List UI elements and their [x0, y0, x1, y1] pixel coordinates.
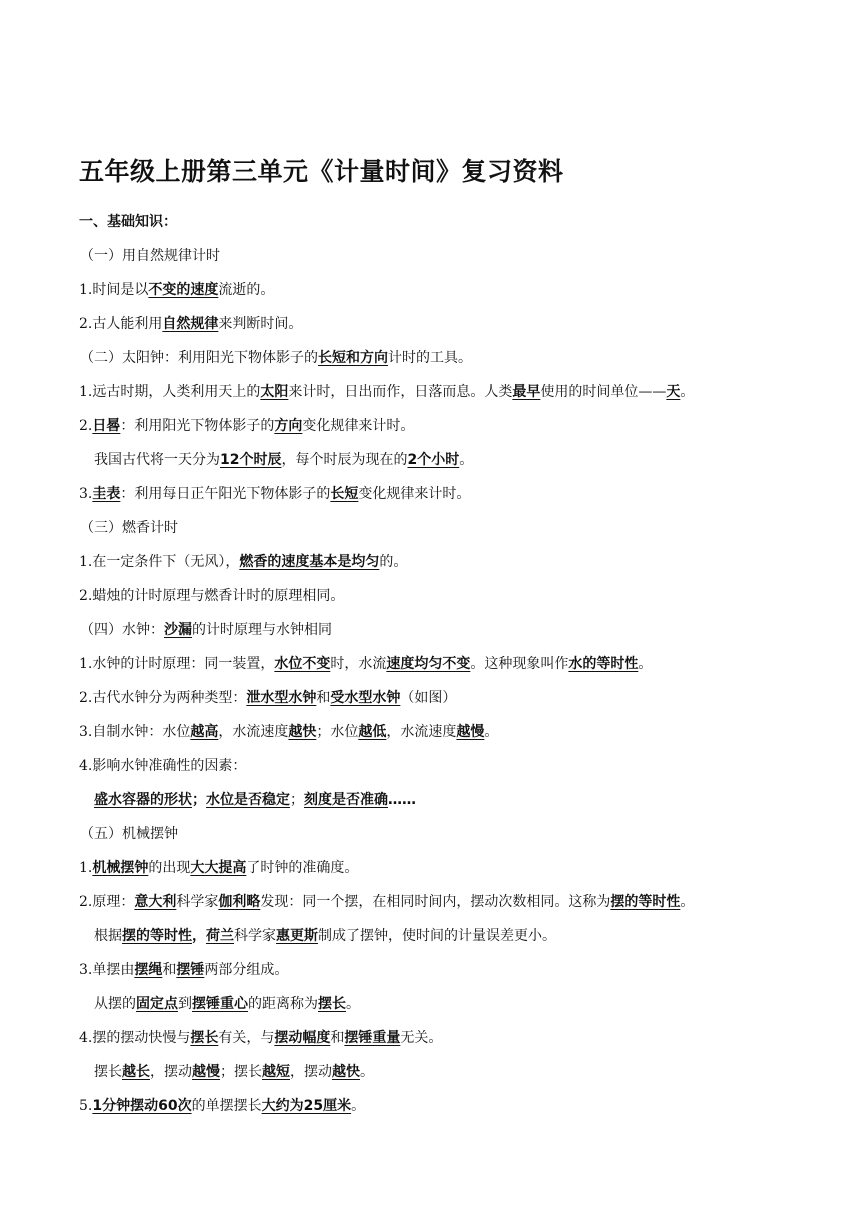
- key-term: 摆锤重量: [344, 1030, 401, 1046]
- key-term: 沙漏: [164, 622, 192, 638]
- key-term: 大约为25厘米: [261, 1098, 352, 1114]
- text-line: [79, 212, 177, 232]
- text-segment: 使用的时间单位——: [540, 384, 667, 400]
- text-line: [79, 416, 414, 436]
- text-segment: 1.时间是以: [79, 282, 149, 298]
- text-line: [79, 1028, 442, 1048]
- text-segment: 3.: [79, 486, 93, 502]
- text-segment: 变化规律来计时。: [358, 486, 471, 502]
- text-line: [79, 688, 456, 708]
- text-segment: 2.原理：: [79, 894, 135, 910]
- text-segment: （三）燃香计时: [80, 520, 178, 536]
- text-segment: ；: [290, 792, 304, 808]
- key-term: 摆长: [318, 996, 346, 1012]
- key-term: 摆动幅度: [274, 1030, 331, 1046]
- text-line: [79, 892, 694, 912]
- text-line: [79, 654, 652, 674]
- text-line: [79, 552, 407, 572]
- key-term: 伽利略: [218, 894, 261, 910]
- key-term: 速度均匀不变: [386, 656, 471, 672]
- key-term: 摆的等时性: [610, 894, 681, 910]
- text-segment: （四）水钟：: [80, 622, 164, 638]
- text-segment: 从摆的: [94, 996, 136, 1012]
- text-segment: 5.: [79, 1098, 93, 1114]
- key-term: 越长: [122, 1064, 150, 1080]
- text-segment: ；: [192, 792, 206, 808]
- text-segment: 一、基础知识：: [79, 214, 177, 230]
- text-segment: 的计时原理与水钟相同: [192, 622, 332, 638]
- key-term: 越高: [190, 724, 219, 740]
- key-term: 越慢: [192, 1064, 220, 1080]
- key-term: 日晷: [92, 418, 121, 434]
- key-term: 摆长: [190, 1030, 219, 1046]
- text-segment: 2.古代水钟分为两种类型：: [79, 690, 247, 706]
- text-segment: 计时的工具。: [388, 350, 472, 366]
- text-segment: 的出现: [148, 860, 191, 876]
- text-segment: 变化规律来计时。: [302, 418, 415, 434]
- key-term: 意大利: [134, 894, 177, 910]
- key-term: 太阳: [260, 384, 289, 400]
- text-line: [79, 722, 498, 742]
- text-segment: 3.自制水钟：水位: [79, 724, 191, 740]
- text-segment: 3.单摆由: [79, 962, 135, 978]
- key-term: 泄水型水钟: [246, 690, 317, 706]
- text-segment: 。这种现象叫作: [470, 656, 569, 672]
- key-term: 燃香的速度基本是均匀: [239, 554, 380, 570]
- text-segment: 1.在一定条件下（无风），: [79, 554, 240, 570]
- key-term: 水的等时性: [568, 656, 639, 672]
- text-line: [80, 824, 178, 844]
- key-term: 固定点: [136, 996, 178, 1012]
- text-line: [79, 314, 302, 334]
- text-line: [94, 1062, 374, 1082]
- text-line: [79, 858, 358, 878]
- key-term: 越快: [288, 724, 317, 740]
- text-segment: ：利用阳光下物体影子的: [120, 418, 275, 434]
- text-segment: 有关，与: [218, 1030, 275, 1046]
- key-term: 长短和方向: [318, 350, 388, 366]
- key-term: 盛水容器的形状: [94, 792, 192, 808]
- key-term: 荷兰: [206, 928, 234, 944]
- text-line: [79, 280, 274, 300]
- text-segment: 。: [351, 1098, 366, 1114]
- text-segment: 了时钟的准确度。: [246, 860, 359, 876]
- text-line: [80, 348, 472, 368]
- text-segment: ；水位: [316, 724, 359, 740]
- key-term: 摆的等时性: [122, 928, 192, 944]
- text-segment: 我国古代将一天分为: [94, 452, 220, 468]
- text-segment: 。: [680, 894, 695, 910]
- text-segment: 来判断时间。: [218, 316, 303, 332]
- text-line: [94, 926, 556, 946]
- text-segment: 的距离称为: [248, 996, 318, 1012]
- key-term: 机械摆钟: [92, 860, 149, 876]
- text-segment: 和: [162, 962, 177, 978]
- text-segment: ；摆长: [220, 1064, 262, 1080]
- text-segment: 来计时，日出而作，日落而息。人类: [288, 384, 513, 400]
- text-segment: ，水流速度: [218, 724, 289, 740]
- text-segment: ：利用每日正午阳光下物体影子的: [120, 486, 331, 502]
- text-segment: 1.: [79, 860, 93, 876]
- text-segment: 1.水钟的计时原理：同一装置，: [79, 656, 275, 672]
- text-segment: 科学家: [176, 894, 219, 910]
- text-line: [79, 960, 288, 980]
- key-term: 长短: [330, 486, 359, 502]
- text-segment: 。: [346, 996, 360, 1012]
- text-segment: ……: [388, 792, 416, 808]
- key-term: 越快: [332, 1064, 360, 1080]
- text-line: [79, 756, 246, 776]
- key-term: 水位不变: [274, 656, 331, 672]
- key-term: 水位是否稳定: [206, 792, 290, 808]
- text-segment: 。: [638, 656, 653, 672]
- text-segment: 。: [484, 724, 499, 740]
- text-segment: 的单摆摆长: [191, 1098, 262, 1114]
- key-term: 越短: [262, 1064, 290, 1080]
- text-segment: 4.摆的摆动快慢与: [79, 1030, 191, 1046]
- text-segment: 时，水流: [330, 656, 387, 672]
- key-term: 越慢: [456, 724, 485, 740]
- text-segment: 。: [680, 384, 695, 400]
- key-term: 大大提高: [190, 860, 247, 876]
- text-line: [79, 382, 694, 402]
- text-segment: 1.远古时期，人类利用天上的: [79, 384, 261, 400]
- key-term: 圭表: [92, 486, 121, 502]
- text-line: [94, 450, 473, 470]
- text-segment: 4.影响水钟准确性的因素：: [79, 758, 247, 774]
- key-term: 12个时辰: [220, 452, 282, 468]
- text-line: [94, 790, 416, 810]
- text-segment: 。: [459, 452, 474, 468]
- key-term: 摆绳: [134, 962, 163, 978]
- text-segment: （一）用自然规律计时: [80, 248, 220, 264]
- text-segment: （如图）: [400, 690, 457, 706]
- text-segment: 2.古人能利用: [79, 316, 163, 332]
- text-segment: 根据: [94, 928, 122, 944]
- text-segment: ，: [192, 928, 206, 944]
- text-segment: 2.蜡烛的计时原理与燃香计时的原理相同。: [79, 588, 345, 604]
- text-segment: ，水流速度: [386, 724, 457, 740]
- key-term: 受水型水钟: [330, 690, 401, 706]
- text-segment: 流逝的。: [218, 282, 275, 298]
- text-segment: 摆长: [94, 1064, 122, 1080]
- key-term: 2个小时: [407, 452, 460, 468]
- key-term: 惠更斯: [276, 928, 318, 944]
- text-segment: 和: [316, 690, 331, 706]
- document-title: 五年级上册第三单元《计量时间》复习资料: [79, 157, 564, 186]
- key-term: 天: [666, 384, 681, 400]
- text-line: [80, 246, 220, 266]
- text-segment: ，摆动: [150, 1064, 192, 1080]
- text-segment: 。: [360, 1064, 374, 1080]
- text-segment: 发现：同一个摆，在相同时间内，摆动次数相同。这称为: [260, 894, 611, 910]
- text-line: [94, 994, 360, 1014]
- key-term: 摆锤: [176, 962, 205, 978]
- text-segment: 制成了摆钟，使时间的计量误差更小。: [318, 928, 556, 944]
- text-segment: 科学家: [234, 928, 276, 944]
- text-segment: ，摆动: [290, 1064, 332, 1080]
- text-line: [79, 1096, 365, 1116]
- key-term: 越低: [358, 724, 387, 740]
- key-term: 1分钟摆动60次: [92, 1098, 192, 1114]
- text-line: [79, 586, 344, 606]
- text-segment: （二）太阳钟：利用阳光下物体影子的: [80, 350, 318, 366]
- text-segment: 2.: [79, 418, 93, 434]
- key-term: 最早: [512, 384, 541, 400]
- text-segment: 和: [330, 1030, 345, 1046]
- text-segment: 的。: [379, 554, 408, 570]
- text-segment: （五）机械摆钟: [80, 826, 178, 842]
- key-term: 刻度是否准确: [304, 792, 388, 808]
- key-term: 自然规律: [162, 316, 219, 332]
- text-line: [80, 518, 178, 538]
- text-line: [79, 484, 470, 504]
- text-segment: 到: [178, 996, 192, 1012]
- key-term: 摆锤重心: [192, 996, 248, 1012]
- text-segment: ，每个时辰为现在的: [281, 452, 408, 468]
- text-segment: 无关。: [400, 1030, 443, 1046]
- text-line: [80, 620, 332, 640]
- key-term: 方向: [274, 418, 303, 434]
- key-term: 不变的速度: [148, 282, 219, 298]
- text-segment: 两部分组成。: [204, 962, 289, 978]
